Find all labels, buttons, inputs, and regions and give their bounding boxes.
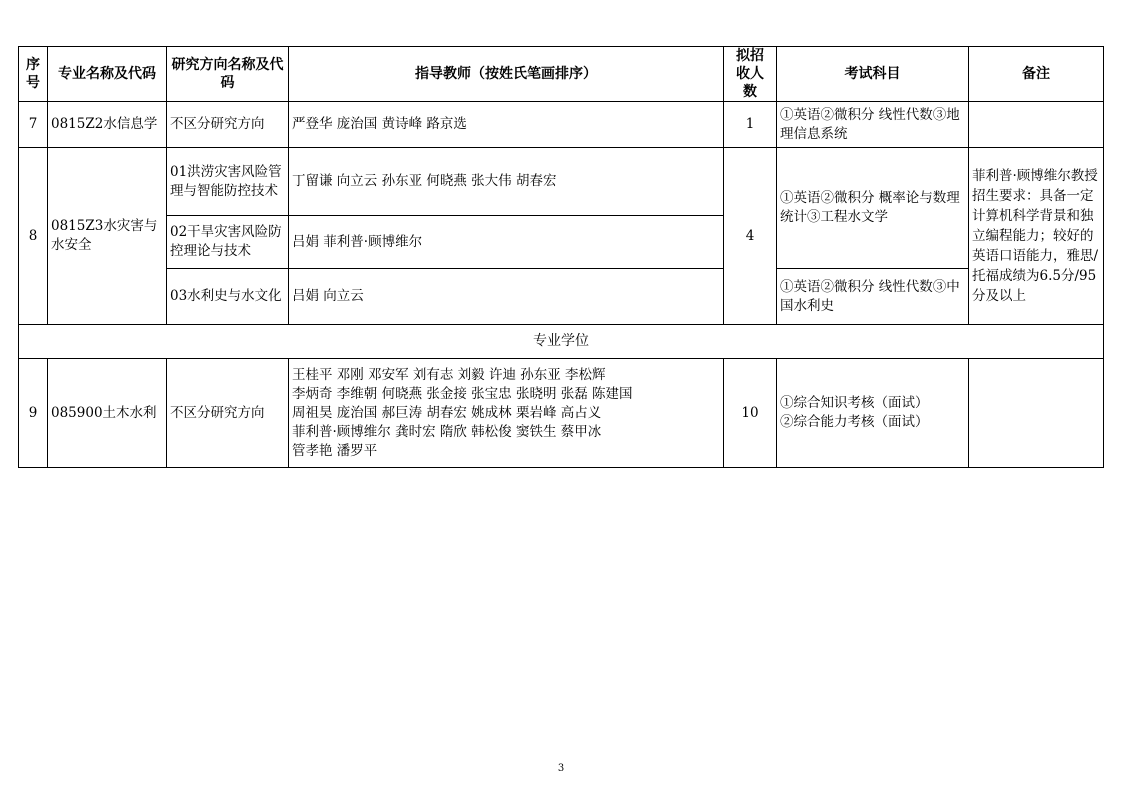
row-seq: 9 xyxy=(19,359,48,468)
row-direction: 不区分研究方向 xyxy=(167,102,289,148)
row-major: 085900土木水利 xyxy=(48,359,167,468)
table-row xyxy=(19,359,1104,468)
enrollment-table xyxy=(18,46,1104,468)
row-seq: 7 xyxy=(19,102,48,148)
row-direction: 不区分研究方向 xyxy=(167,359,289,468)
row-advisors: 吕娟 菲利普·顾博维尔 xyxy=(289,216,724,269)
row-advisors: 吕娟 向立云 xyxy=(289,269,724,325)
row-advisors: 严登华 庞治国 黄诗峰 路京选 xyxy=(289,102,724,148)
section-title: 专业学位 xyxy=(19,325,1104,359)
header-row xyxy=(19,47,1104,102)
row-note xyxy=(969,102,1104,148)
row-exam: ①英语②微积分 线性代数③地理信息系统 xyxy=(777,102,969,148)
row-direction: 02干旱灾害风险防控理论与技术 xyxy=(167,216,289,269)
row-advisors: 王桂平 邓刚 邓安军 刘有志 刘毅 许迪 孙东亚 李松辉 李炳奇 李维朝 何晓燕 张金接 张宝忠 张晓明 张磊 陈建国 周祖昊 庞治国 郝巨涛 胡春宏 姚成林 栗岩峰 高占义 菲利普·顾博维尔 龚时宏 隋欣 韩松俊 窦铁生 蔡甲冰 管孝艳 潘罗平 xyxy=(289,359,724,468)
row-quota: 4 xyxy=(724,148,777,325)
header-advisors: 指导教师（按姓氏笔画排序） xyxy=(289,47,724,102)
section-row xyxy=(19,325,1104,359)
header-major: 专业名称及代码 xyxy=(48,47,167,102)
row-seq: 8 xyxy=(19,148,48,325)
page-number: 3 xyxy=(557,763,565,774)
header-note: 备注 xyxy=(969,47,1104,102)
header-exam: 考试科目 xyxy=(777,47,969,102)
row-direction: 01洪涝灾害风险管理与智能防控技术 xyxy=(167,148,289,216)
row-major: 0815Z3水灾害与水安全 xyxy=(48,148,167,325)
header-seq: 序号 xyxy=(19,47,48,102)
row-major: 0815Z2水信息学 xyxy=(48,102,167,148)
row-note xyxy=(969,359,1104,468)
header-quota: 拟招收人数 xyxy=(724,47,777,102)
row-exam: ①综合知识考核（面试） ②综合能力考核（面试） xyxy=(777,359,969,468)
row-exam: ①英语②微积分 线性代数③中国水利史 xyxy=(777,269,969,325)
table-row xyxy=(19,269,1104,325)
row-quota: 10 xyxy=(724,359,777,468)
table-row xyxy=(19,148,1104,216)
row-advisors: 丁留谦 向立云 孙东亚 何晓燕 张大伟 胡春宏 xyxy=(289,148,724,216)
row-quota: 1 xyxy=(724,102,777,148)
row-note: 菲利普·顾博维尔教授招生要求：具备一定计算机科学背景和独立编程能力；较好的英语口语能力，雅思/托福成绩为6.5分/95分及以上 xyxy=(969,148,1104,325)
table-row xyxy=(19,102,1104,148)
row-exam: ①英语②微积分 概率论与数理统计③工程水文学 xyxy=(777,148,969,269)
row-direction: 03水利史与水文化 xyxy=(167,269,289,325)
header-direction: 研究方向名称及代码 xyxy=(167,47,289,102)
